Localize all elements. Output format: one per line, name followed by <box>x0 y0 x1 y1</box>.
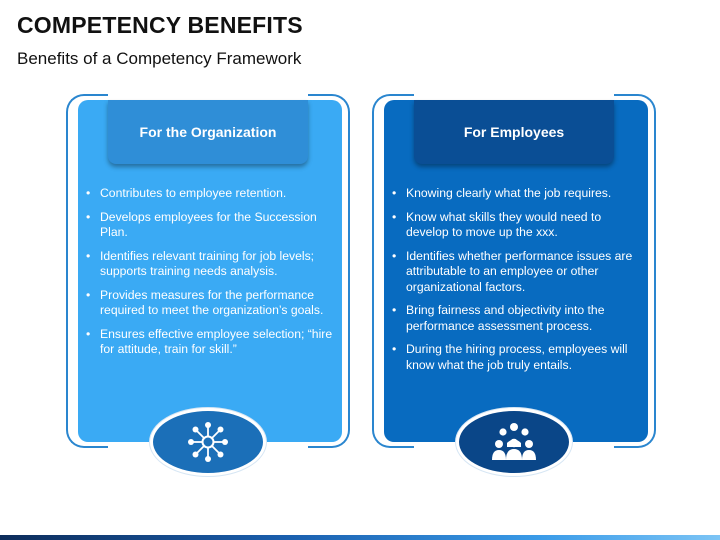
list-item: • Contributes to employee retention. <box>86 186 338 202</box>
employees-icon-badge <box>456 408 572 476</box>
employees-benefits-list <box>392 186 636 381</box>
footer-gradient-bar <box>0 535 720 540</box>
list-item: • Develops employees for the Succession Plan. <box>86 210 338 241</box>
list-item: • During the hiring process, employees will know what the job truly entails. <box>392 342 636 373</box>
slide-title: COMPETENCY BENEFITS <box>17 12 303 38</box>
network-hub-icon <box>186 420 230 464</box>
team-people-icon <box>491 422 537 462</box>
list-item: • Know what skills they would need to develop to move up the xxx. <box>392 210 636 241</box>
list-item: • Knowing clearly what the job requires. <box>392 186 636 202</box>
slide-subtitle: Benefits of a Competency Framework <box>17 49 302 68</box>
organization-heading: For the Organization <box>108 100 308 164</box>
list-item: • Ensures effective employee selection; “hire for attitude, train for skill.” <box>86 327 338 358</box>
list-item: • Identifies relevant training for job levels; supports training needs analysis. <box>86 249 338 280</box>
employees-heading: For Employees <box>414 100 614 164</box>
organization-benefits-list <box>86 186 338 366</box>
organization-icon-badge <box>150 408 266 476</box>
list-item: • Identifies whether performance issues are attributable to an employee or other organizational factors. <box>392 249 636 296</box>
list-item: • Bring fairness and objectivity into the performance assessment process. <box>392 303 636 334</box>
list-item: • Provides measures for the performance required to meet the organization’s goals. <box>86 288 338 319</box>
